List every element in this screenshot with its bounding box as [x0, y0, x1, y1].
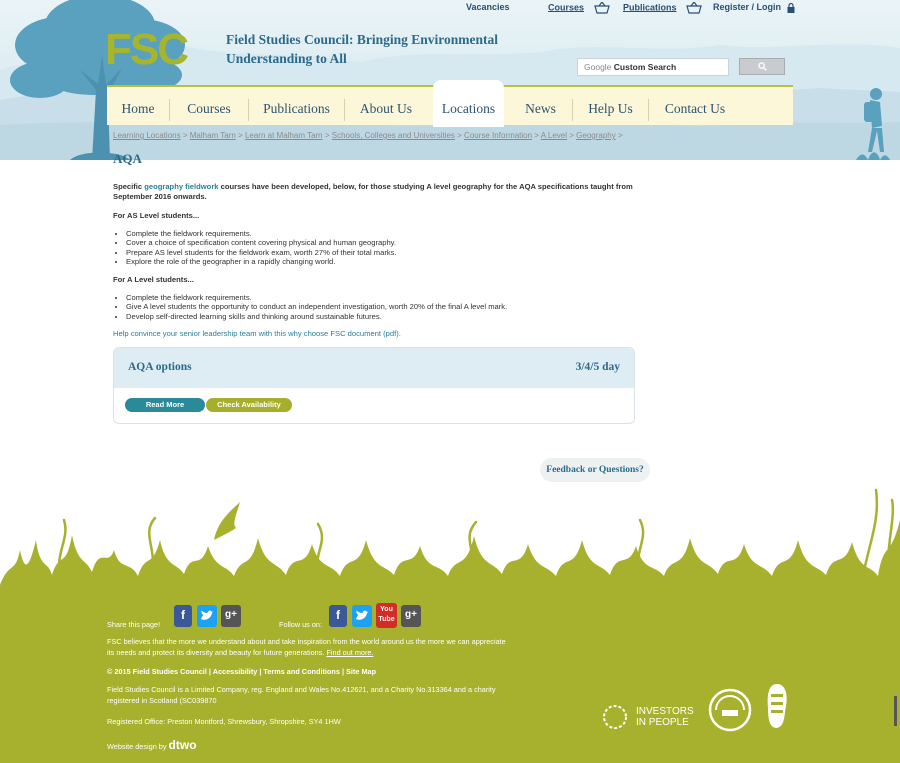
belief-text: its needs and protect its diversity and beauty for future generations. — [107, 648, 325, 657]
facebook-follow-icon[interactable]: f — [329, 605, 347, 627]
list-item: • Complete the fieldwork requirements. — [126, 229, 397, 238]
breadcrumb-item[interactable]: Learning Locations — [113, 131, 181, 140]
breadcrumb-item[interactable]: Geography — [576, 131, 616, 140]
list-item: • Give A level students the opportunity to conduct an independent investigation, worth 20% of the final A level mark. — [126, 302, 507, 311]
googleplus-follow-icon[interactable]: g+ — [401, 605, 421, 627]
list-item: • Cover a choice of specification content covering physical and human geography. — [126, 238, 397, 247]
breadcrumb: Learning Locations > Malham Tarn > Learn at Malham Tarn > Schools, Colleges and Universities > Course Information > A Level > Geography > — [113, 131, 623, 140]
investors-laurel-icon — [600, 703, 630, 731]
register-login-label[interactable]: Register / Login — [713, 2, 782, 12]
site-tagline-line2: Understanding to All — [226, 51, 347, 66]
course-card — [113, 347, 635, 424]
dtwo-logo[interactable]: dtwo — [168, 738, 197, 752]
walker-illustration — [852, 86, 892, 162]
nav-home[interactable]: Home — [121, 101, 155, 116]
breadcrumb-item[interactable]: Malham Tarn — [189, 131, 236, 140]
course-card-header — [114, 348, 634, 388]
search-placeholder: Custom Search — [613, 62, 677, 72]
nav-contact-us[interactable]: Contact Us — [664, 101, 726, 116]
read-more-button[interactable]: Read More — [125, 398, 205, 412]
footprint-badge — [764, 682, 790, 730]
nav-locations[interactable]: Locations — [433, 80, 504, 127]
lock-icon — [787, 3, 795, 13]
tree-illustration — [0, 0, 200, 165]
breadcrumb-item[interactable]: A Level — [540, 131, 568, 140]
design-label: Website design by — [107, 742, 167, 751]
website-design-credit — [107, 740, 197, 752]
fsc-logo-text: FSC — [105, 26, 187, 68]
breadcrumb-item[interactable]: Course Information — [464, 131, 533, 140]
terms-link[interactable]: Terms and Conditions — [263, 667, 340, 676]
a-level-list — [113, 293, 507, 321]
feedback-button[interactable]: Feedback or Questions? — [540, 458, 650, 482]
search-icon — [758, 62, 767, 71]
course-duration: 3/4/5 day — [575, 361, 620, 373]
belief-line1: FSC believes that the more we understand about and take inspiration from the world around us the more we can appreciate — [107, 637, 506, 646]
why-choose-fsc-link[interactable]: Help convince your senior leadership team with this why choose FSC document (pdf). — [113, 329, 401, 338]
investors-line1: INVESTORS — [636, 706, 694, 717]
as-level-heading: For AS Level students... — [113, 211, 200, 220]
breadcrumb-item[interactable]: Learn at Malham Tarn — [244, 131, 323, 140]
accessibility-link[interactable]: Accessibility — [212, 667, 258, 676]
fsc-logo[interactable] — [105, 26, 211, 68]
find-out-more-link[interactable]: Find out more. — [326, 648, 374, 657]
register-login-link[interactable] — [713, 2, 795, 13]
nav-about-us[interactable]: About Us — [359, 101, 413, 116]
geography-fieldwork-link[interactable]: geography fieldwork — [144, 182, 219, 191]
site-tagline — [226, 30, 498, 68]
twitter-bird-icon — [355, 610, 369, 622]
footer-links: © 2015 Field Studies Council | Accessibility | Terms and Conditions | Site Map — [107, 667, 377, 676]
company-line2: registered in Scotland (SC039870 — [107, 696, 217, 705]
courses-link-label[interactable]: Courses — [548, 2, 585, 13]
sitemap-link[interactable]: Site Map — [346, 667, 377, 676]
follow-label: Follow us on: — [279, 620, 322, 629]
google-label: Google — [584, 62, 612, 72]
publications-link-label[interactable]: Publications — [623, 2, 677, 13]
a-level-heading: For A Level students... — [113, 275, 194, 284]
site-tagline-line1: Field Studies Council: Bringing Environmental — [226, 32, 499, 47]
intro-text: courses have been developed, below, for those studying A level geography for the AQA specifications taught from September 2016 onwards. — [113, 182, 633, 201]
as-level-list — [113, 229, 397, 267]
nav-publications[interactable]: Publications — [263, 101, 330, 116]
share-label: Share this page! — [107, 620, 161, 629]
youtube-follow-icon[interactable]: You Tube — [376, 603, 397, 628]
basket-icon — [685, 2, 703, 14]
investors-line2: IN PEOPLE — [636, 717, 689, 728]
publications-link[interactable] — [623, 2, 703, 14]
intro-text: Specific — [113, 182, 145, 191]
twitter-share-icon[interactable] — [197, 605, 217, 627]
nav-help-us[interactable]: Help Us — [588, 101, 633, 116]
list-item: • Develop self-directed learning skills and thinking around sustainable futures. — [126, 312, 507, 321]
scrollbar[interactable] — [894, 696, 897, 726]
breadcrumb-item[interactable]: Schools, Colleges and Universities — [331, 131, 455, 140]
courses-link[interactable] — [548, 2, 611, 14]
facebook-share-icon[interactable]: f — [174, 605, 192, 627]
twitter-bird-icon — [200, 610, 214, 622]
copyright-text: © 2015 Field Studies Council — [107, 667, 207, 676]
company-line1: Field Studies Council is a Limited Company, reg. England and Wales No.412621, and a Charity No.313364 and a charity — [107, 685, 496, 694]
twitter-follow-icon[interactable] — [352, 605, 372, 627]
search-button[interactable] — [739, 58, 785, 75]
googleplus-share-icon[interactable]: g+ — [221, 605, 241, 627]
list-item: • Explore the role of the geographer in a rapidly changing world. — [126, 257, 397, 266]
intro-paragraph — [113, 182, 633, 202]
registered-office: Registered Office: Preston Montford, Shrewsbury, Shropshire, SY4 1HW — [107, 717, 341, 726]
page-title: AQA — [113, 151, 142, 166]
carbon-trust-badge — [706, 686, 754, 734]
list-item: • Complete the fieldwork requirements. — [126, 293, 507, 302]
belief-line2 — [107, 648, 374, 658]
check-availability-button[interactable]: Check Availability — [206, 398, 292, 412]
course-name[interactable]: AQA options — [128, 361, 192, 373]
list-item: • Prepare AS level students for the fieldwork exam, worth 27% of their total marks. — [126, 248, 397, 257]
nav-news[interactable]: News — [525, 101, 556, 116]
investors-in-people-badge — [600, 703, 696, 731]
nav-courses[interactable]: Courses — [187, 101, 231, 116]
basket-icon — [593, 2, 611, 14]
vacancies-link[interactable]: Vacancies — [466, 2, 510, 12]
search-input[interactable] — [577, 58, 729, 76]
main-nav — [107, 85, 793, 125]
fsc-logo-mark — [105, 26, 211, 68]
